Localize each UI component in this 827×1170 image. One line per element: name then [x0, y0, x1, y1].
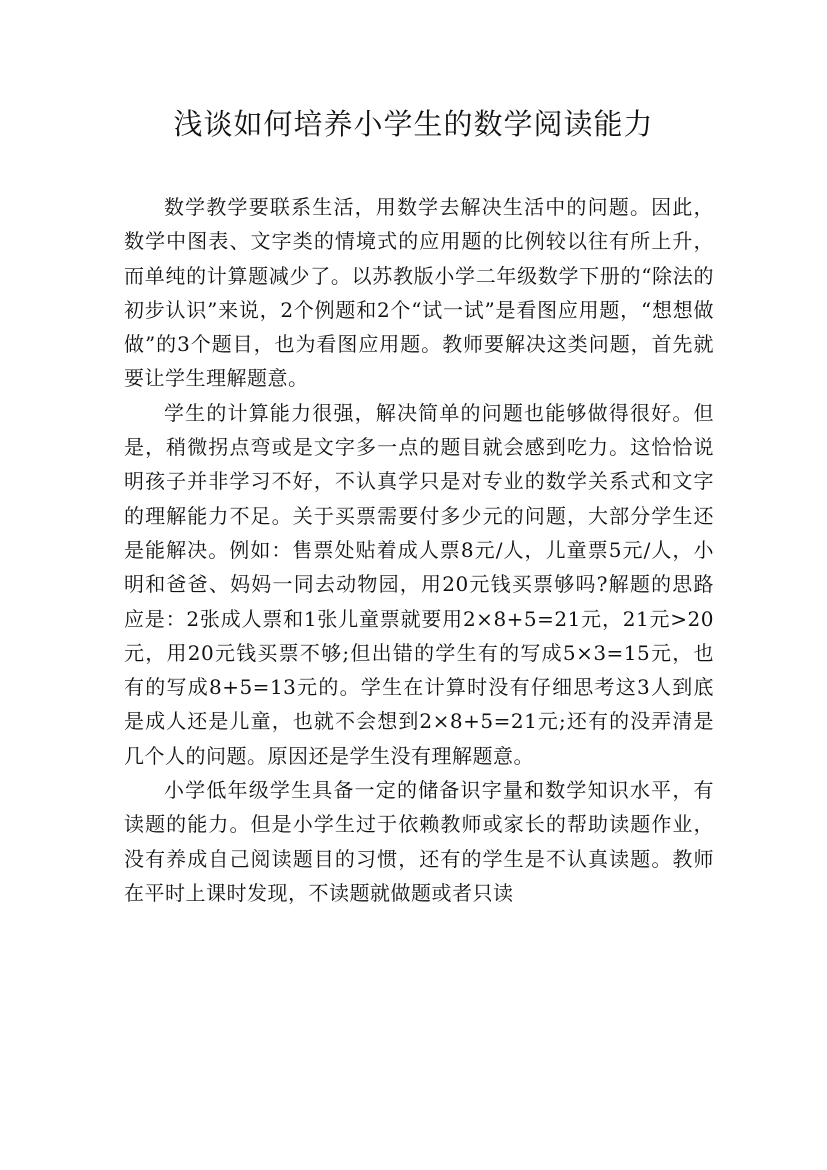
- paragraph-1: 数学教学要联系生活，用数学去解决生活中的问题。因此，数学中图表、文字类的情境式的应用题的比例较以往有所上升，而单纯的计算题减少了。以苏教版小学二年级数学下册的“除法的初步认识”来说，2个例题和2个“试一试”是看图应用题，“想想做做”的3个题目，也为看图应用题。教师要解决这类问题，首先就要让学生理解题意。: [124, 195, 714, 391]
- document-body: [124, 190, 714, 910]
- paragraph-2: 学生的计算能力很强，解决简单的问题也能够做得很好。但是，稍微拐点弯或是文字多一点的题目就会感到吃力。这恰恰说明孩子并非学习不好，不认真学只是对专业的数学关系式和文字的理解能力不足。关于买票需要付多少元的问题，大部分学生还是能解决。例如：售票处贴着成人票8元/人，儿童票5元/人，小明和爸爸、妈妈一同去动物园，用20元钱买票够吗?解题的思路应是：2张成人票和1张儿童票就要用2×8+5=21元，21元>20元，用20元钱买票不够;但出错的学生有的写成5×3=15元，也有的写成8+5=13元的。学生在计算时没有仔细思考这3人到底是成人还是儿童，也就不会想到2×8+5=21元;还有的没弄清是几个人的问题。原因还是学生没有理解题意。: [124, 400, 714, 768]
- paragraph-3: 小学低年级学生具备一定的储备识字量和数学知识水平，有读题的能力。但是小学生过于依赖教师或家长的帮助读题作业，没有养成自己阅读题目的习惯，还有的学生是不认真读题。教师在平时上课时发现，不读题就做题或者只读: [124, 778, 714, 905]
- document-title: 浅谈如何培养小学生的数学阅读能力: [173, 107, 654, 141]
